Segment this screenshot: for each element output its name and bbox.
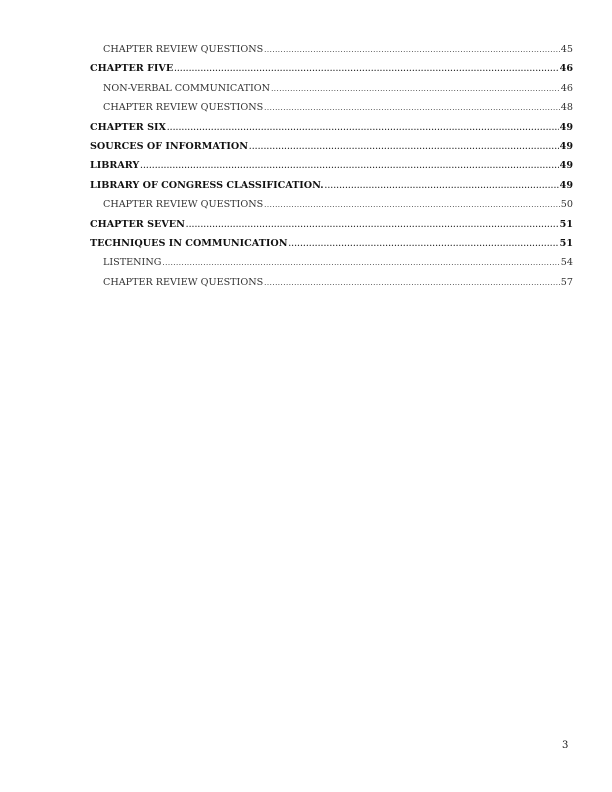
dot-leader — [271, 85, 560, 93]
toc-entry[interactable] — [90, 122, 573, 141]
toc-entry[interactable] — [90, 180, 573, 199]
dot-leader — [140, 161, 558, 170]
dot-leader — [264, 279, 560, 287]
table-of-contents — [90, 44, 573, 296]
dot-leader — [264, 201, 560, 209]
toc-entry[interactable] — [90, 219, 573, 238]
toc-entry-page: 48 — [560, 102, 573, 114]
toc-entry-page: 49 — [559, 160, 573, 172]
dot-leader — [167, 123, 559, 132]
toc-entry[interactable] — [90, 238, 573, 257]
toc-entry[interactable] — [90, 63, 573, 82]
toc-entry-page: 50 — [560, 199, 573, 211]
toc-entry-page: 51 — [559, 237, 573, 249]
toc-entry-page: 54 — [560, 257, 573, 269]
toc-entry-label: CHAPTER REVIEW QUESTIONS — [103, 102, 264, 114]
toc-entry-label: CHAPTER SEVEN — [90, 218, 185, 230]
toc-entry[interactable] — [90, 83, 573, 102]
toc-entry-page: 51 — [559, 218, 573, 230]
dot-leader — [249, 142, 559, 151]
toc-entry-label: LISTENING — [103, 257, 162, 269]
dot-leader — [288, 239, 558, 248]
toc-entry-page: 57 — [560, 276, 573, 288]
dot-leader — [162, 259, 559, 267]
toc-entry-label: NON-VERBAL COMMUNICATION — [103, 82, 271, 94]
toc-entry[interactable] — [90, 141, 573, 160]
toc-entry-label: LIBRARY OF CONGRESS CLASSIFICATION. — [90, 179, 324, 191]
toc-entry-page: 46 — [559, 63, 573, 75]
toc-entry-label: CHAPTER REVIEW QUESTIONS — [103, 44, 264, 55]
dot-leader — [264, 104, 560, 112]
toc-entry-label: SOURCES OF INFORMATION — [90, 140, 249, 152]
dot-leader — [174, 64, 558, 73]
toc-entry-label: TECHNIQUES IN COMMUNICATION — [90, 237, 288, 249]
dot-leader — [264, 46, 560, 54]
toc-entry-page: 49 — [559, 121, 573, 133]
toc-entry[interactable] — [90, 44, 573, 63]
toc-entry-page: 46 — [560, 82, 573, 94]
toc-entry[interactable] — [90, 277, 573, 296]
toc-entry[interactable] — [90, 102, 573, 121]
dot-leader — [186, 220, 559, 229]
toc-entry[interactable] — [90, 160, 573, 179]
toc-entry-page: 45 — [560, 44, 573, 55]
toc-entry-label: CHAPTER SIX — [90, 121, 166, 133]
toc-entry-page: 49 — [559, 140, 573, 152]
page-number: 3 — [562, 740, 569, 751]
toc-entry[interactable] — [90, 199, 573, 218]
toc-entry-label: LIBRARY — [90, 160, 140, 172]
dot-leader — [325, 181, 559, 190]
toc-entry-label: CHAPTER REVIEW QUESTIONS — [103, 199, 264, 211]
toc-entry-label: CHAPTER FIVE — [90, 63, 174, 75]
toc-entry[interactable] — [90, 257, 573, 276]
toc-entry-page: 49 — [559, 179, 573, 191]
toc-entry-label: CHAPTER REVIEW QUESTIONS — [103, 276, 264, 288]
